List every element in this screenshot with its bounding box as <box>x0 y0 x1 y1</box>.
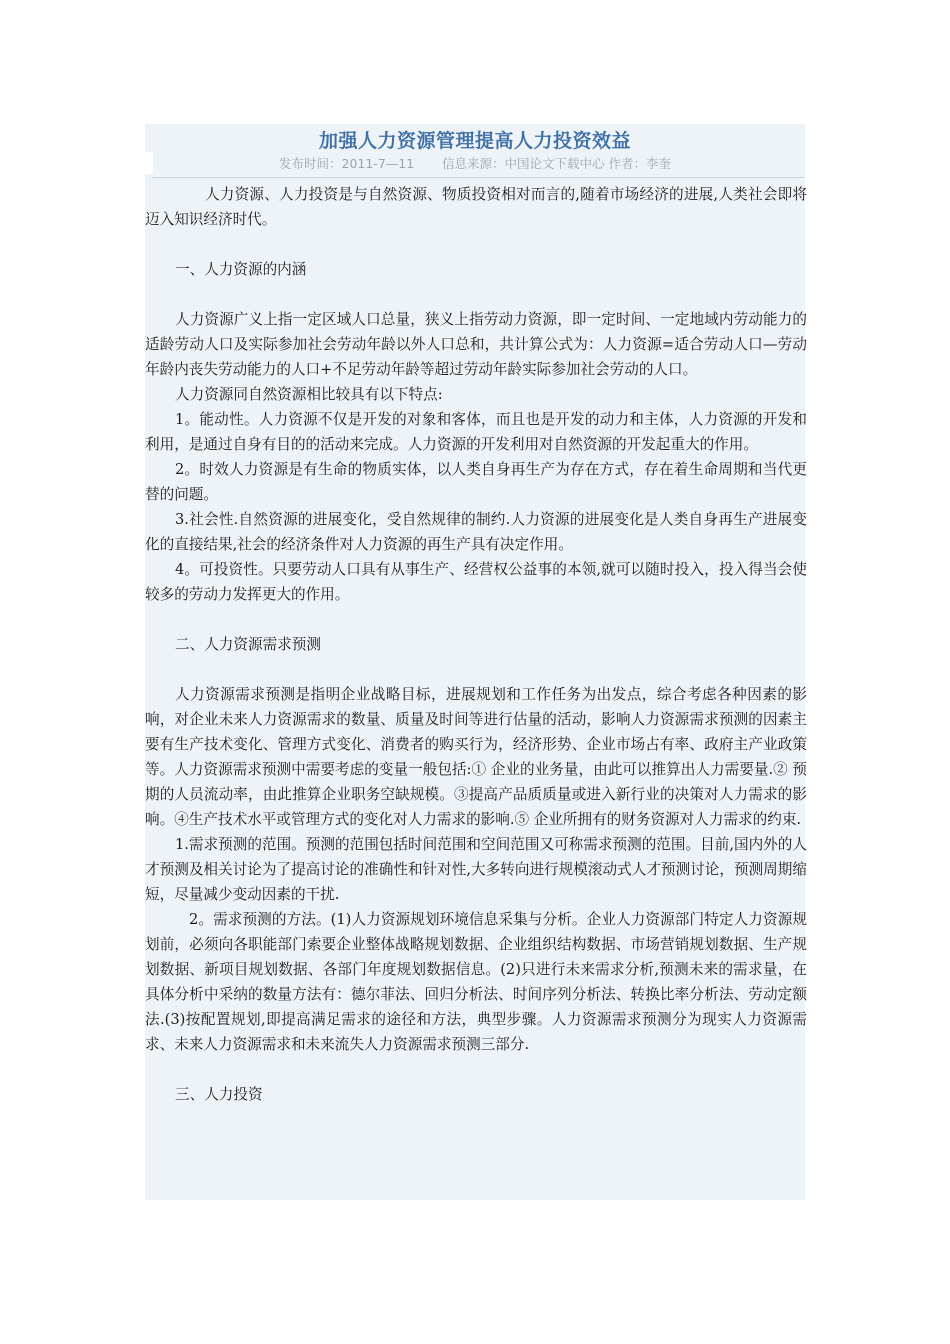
paragraph: 人力资源同自然资源相比较具有以下特点: <box>175 386 443 403</box>
list-item: 4。可投资性。只要劳动人口具有从事生产、经营权公益事的本领,就可以随时投入，投入得当会使较多的劳动力发挥更大的作用。 <box>145 561 807 603</box>
list-item: 3.社会性.自然资源的进展变化，受自然规律的制约.人力资源的进展变化是人类自身再生产进展变化的直接结果,社会的经济条件对人力资源的再生产具有决定作用。 <box>145 511 807 553</box>
article-body <box>145 182 807 1107</box>
list-item: 1。能动性。人力资源不仅是开发的对象和客体，而且也是开发的动力和主体，人力资源的开发和利用，是通过自身有目的的活动来完成。人力资源的开发利用对自然资源的开发起重大的作用。 <box>145 411 807 453</box>
list-item: 1.需求预测的范围。预测的范围包括时间范围和空间范围又可称需求预测的范围。目前,国内外的人才预测及相关讨论为了提高讨论的准确性和针对性,大多转向进行规模滚动式人才预测讨论，预测周期缩短，尽量减少变动因素的干扰. <box>145 836 807 903</box>
list-item: 2。需求预测的方法。(1)人力资源规划环境信息采集与分析。企业人力资源部门特定人力资源规划前，必须向各职能部门索要企业整体战略规划数据、企业组织结构数据、市场营销规划数据、生产规划数据、新项目规划数据、各部门年度规划数据信息。(2)只进行未来需求分析,预测未来的需求量，在具体分析中采纳的数量方法有：德尔菲法、回归分析法、时间序列分析法、转换比率分析法、劳动定额法.(3)按配置规划,即提高满足需求的途径和方法，典型步骤。人力资源需求预测分为现实人力资源需求、未来人力资源需求和未来流失人力资源需求预测三部分. <box>145 911 807 1053</box>
list-item: 2。时效人力资源是有生命的物质实体，以人类自身再生产为存在方式，存在着生命周期和当代更替的问题。 <box>145 461 807 503</box>
header-divider <box>152 177 805 178</box>
paragraph: 人力资源广义上指一定区域人口总量，狭义上指劳动力资源，即一定时间、一定地域内劳动能力的适龄劳动人口及实际参加社会劳动年龄以外人口总和，共计算公式为：人力资源=适合劳动人口—劳动年龄内丧失劳动能力的人口+不足劳动年龄等超过劳动年龄实际参加社会劳动的人口。 <box>145 311 807 378</box>
intro-paragraph: 人力资源、人力投资是与自然资源、物质投资相对而言的,随着市场经济的进展,人类社会即将迈入知识经济时代。 <box>145 186 807 228</box>
section-heading: 一、人力资源的内涵 <box>175 261 307 278</box>
section-heading: 三、人力投资 <box>175 1086 263 1103</box>
article-meta: 发布时间：2011-7—11 信息来源：中国论文下载中心 作者：李奎 <box>279 156 671 171</box>
paragraph: 人力资源需求预测是指明企业战略目标，进展规划和工作任务为出发点，综合考虑各种因素的影响，对企业未来人力资源需求的数量、质量及时间等进行估量的活动，影响人力资源需求预测的因素主要有生产技术变化、管理方式变化、消费者的购买行为，经济形势、企业市场占有率、政府主产业政策等。人力资源需求预测中需要考虑的变量一般包括:① 企业的业务量，由此可以推算出人力需要量.② 预期的人员流动率，由此推算企业职务空缺规模。③提高产品质质量或进入新行业的决策对人力需求的影响。④生产技术水平或管理方式的变化对人力需求的影响.⑤ 企业所拥有的财务资源对人力需求的约束. <box>145 686 807 828</box>
article-title: 加强人力资源管理提高人力投资效益 <box>318 130 631 152</box>
section-heading: 二、人力资源需求预测 <box>175 636 321 653</box>
